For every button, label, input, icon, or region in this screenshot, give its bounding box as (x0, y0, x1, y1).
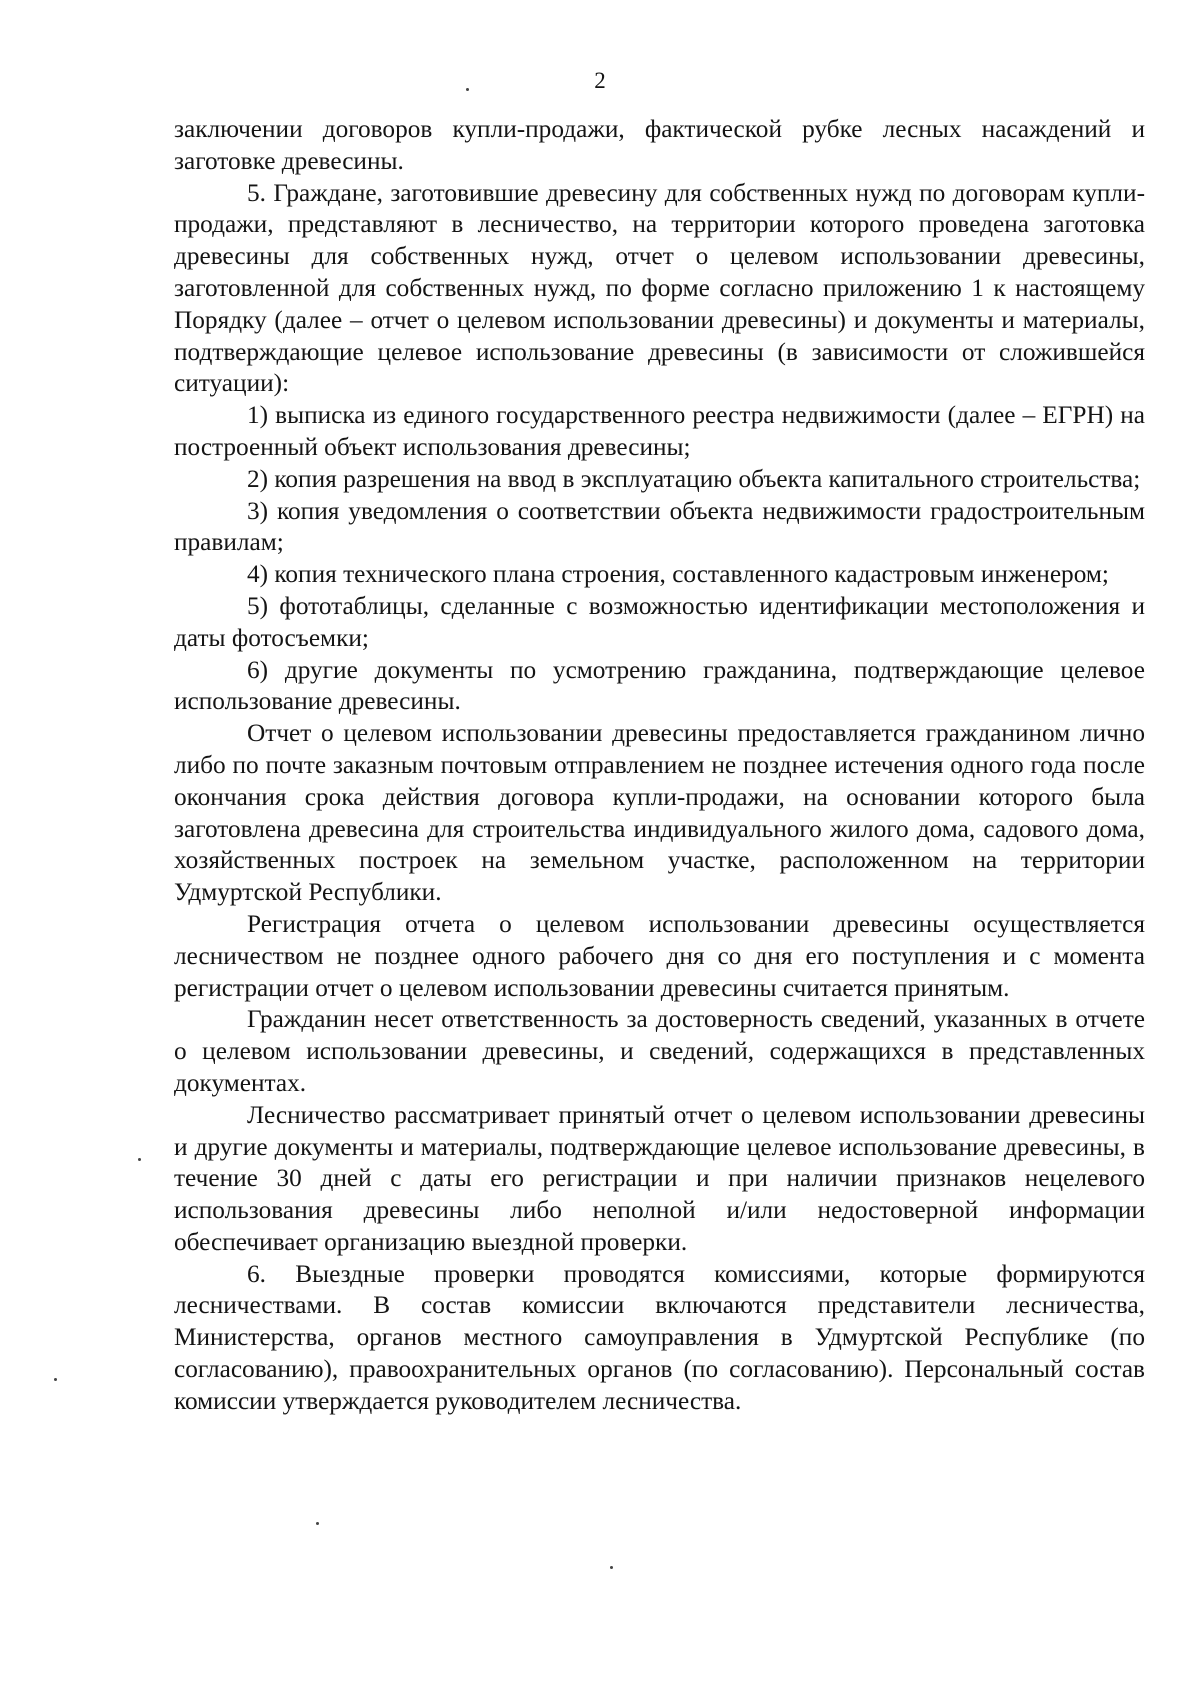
paragraph-continuation: заключении договоров купли-продажи, фактической рубке лесных насаждений и заготовке древесины. (174, 115, 1145, 175)
list-item-1: 1) выписка из единого государственного реестра недвижимости (далее – ЕГРН) на построенный объект использования древесины; (174, 401, 1145, 461)
paragraph-item-5: 5. Граждане, заготовившие древесину для собственных нужд по договорам купли-продажи, представляют в лесничество, на территории которого проведена заготовка древесины для собственных нужд, отчет о целевом использовании древесины, заготовленной для собственных нужд, по форме согласно приложению 1 к настоящему Порядку (далее – отчет о целевом использовании древесины) и документы и материалы, подтверждающие целевое использование древесины (в зависимости от сложившейся ситуации): (174, 178, 1145, 398)
paragraph-item-6: 6. Выездные проверки проводятся комиссиями, которые формируются лесничествами. В состав комиссии включаются представители лесничества, Министерства, органов местного самоуправления в Удмуртской Республике (по согласованию), правоохранительных органов (по согласованию). Персональный состав комиссии утверждается руководителем лесничества. (174, 1259, 1145, 1415)
scan-speck (54, 1378, 57, 1381)
paragraph-report-submission: Отчет о целевом использовании древесины предоставляется гражданином лично либо по почте заказным почтовым отправлением не позднее истечения одного года после окончания срока действия договора купли-продажи, на основании которого была заготовлена древесина для строительства индивидуального жилого дома, садового дома, хозяйственных построек на земельном участке, расположенном на территории Удмуртской Республики. (174, 719, 1145, 907)
list-item-2: 2) копия разрешения на ввод в эксплуатацию объекта капитального строительства; (247, 464, 1141, 493)
scan-speck (316, 1522, 319, 1525)
list-item-4: 4) копия технического плана строения, составленного кадастровым инженером; (247, 560, 1109, 589)
document-body (174, 114, 1145, 1418)
list-item-5: 5) фототаблицы, сделанные с возможностью идентификации местоположения и даты фотосъемки; (174, 591, 1145, 652)
scan-speck (138, 1158, 141, 1161)
list-item-6: 6) другие документы по усмотрению гражданина, подтверждающие целевое использование древесины. (174, 655, 1145, 716)
paragraph-citizen-responsibility: Гражданин несет ответственность за достоверность сведений, указанных в отчете о целевом использовании древесины, и сведений, содержащихся в представленных документах. (174, 1005, 1145, 1097)
paragraph-report-registration: Регистрация отчета о целевом использовании древесины осуществляется лесничеством не позднее одного рабочего дня со дня его поступления и с момента регистрации отчет о целевом использовании древесины считается принятым. (174, 909, 1145, 1002)
scan-speck (610, 1566, 613, 1569)
list-item-3: 3) копия уведомления о соответствии объекта недвижимости градостроительным правилам; (174, 496, 1145, 557)
paragraph-forestry-review: Лесничество рассматривает принятый отчет о целевом использовании древесины и другие документы и материалы, подтверждающие целевое использование древесины, в течение 30 дней с даты его регистрации и при наличии признаков нецелевого использования древесины либо неполной и/или недостоверной информации обеспечивает организацию выездной проверки. (174, 1100, 1145, 1256)
scan-speck (466, 88, 469, 91)
page-number: 2 (594, 68, 606, 93)
